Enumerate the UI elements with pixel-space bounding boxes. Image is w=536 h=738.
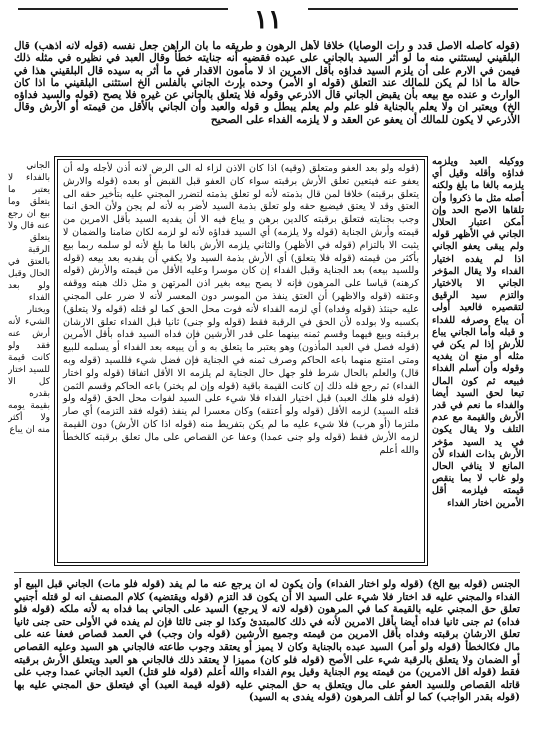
boxed-commentary-text: (قوله ولو بعد العفو ومتعلق (وقيه) اذا كان الاذن لزاء له الى الرض لانه أذن لأجله وله أن يعفو عنه فيتعين تعلق الأرش برقبته سواء كان العفو قبل القبض أو بعده (قوله والارش يتعلق برقبته) خلافا لمن قال بذمته لأنه لو تعلق بذمته لتضرر المجني عليه بتأخير حقه الى العتق وقد لا يعتق فيضيع حقه ولو تعلق بذمة السيد لأضر به لأنه لم يجن ولأن الحق انما وجب بجنايته فتعلق برقبته كالدين برهن و يباع فيه الا أن يفديه السيد بأقل الامرين من قيمته وأرش الجناية (قوله ولا يلزمه) أي السيد فداؤه لأنه لو لزمه لكان ضامنا والضمان لا يثبت الا بالتزام (قوله في الأظهر) والثاني يلزمه الأرش بالغا ما بلغ لأنه لو سلمه ربما بيع بأكثر من قيمته (قوله فلا يتعلق) أي الأرش بذمة السيد ولا يكفي أن يفديه بعد بيعه (قوله وللسيد بيعه) بعد الجناية وقبل الفداء إن كان موسرا وعليه الأقل من قيمته والأرش (قوله كرهنه) قياسا على المرهون فإنه لا يصح بيعه بغير اذن المرتهن و مثل ذلك هبته ووقفه وعتقه (قوله والاظهر) أن العتق ينفذ من الموسر دون المعسر لأنه لا ضرر على المجني عليه حينئذ (قوله وفداه) أي لزمه الفداء لأنه فوت محل الحق كما لو قتله (قوله ولا يتعلق) بكسبه ولا بولده لأن الحق في الرقبة فقط (قوله ولو جنى) ثانيا قبل الفداء تعلق الارشان برقبته وبيع فيهما وقسم ثمنه بينهما على قدر الأرشين فإن فداه السيد فداه بأقل الأمرين (قوله فصل في العبد المأذون) وهو يعتبر ما يتعلق به و أن يبيعه بعد الفداء أو يسلمه للبيع ومتى امتنع منهما باعه الحاكم وصرف ثمنه في الجناية فإن فضل شيء فللسيد (قوله وبه قال) والعلم بالحال شرط فلو جهل حال الجناية لم يلزمه الا الأقل اتفاقا (قوله ولو اختار الفداء) ثم رجع فله ذلك إن كانت القيمة باقية (قوله وإن لم يختر) باعه الحاكم وقسم الثمن (قوله فلو هلك العبد) قبل اختيار الفداء فلا شيء على السيد لفوات محل الحق (قوله ولو قتله السيد) لزمه الأقل (قوله ولو أعتقه) وكان معسرا لم ينفذ (قوله فقد التزمه) أي صار ملتزما (أو هرب) فلا شيء عليه ما لم يكن بتفريط منه (قوله اذا كان الأرش) دون القيمة لزمه الأرش فقط (قوله ولو جنى عمدا) وعفا عن القصاص على مال تعلق برقبته كالخطأ والله أعلم [57,159,425,563]
header-rule-right [308,8,518,10]
header-rule-left [18,8,228,10]
section-divider [14,572,520,573]
commentary-frame [54,156,428,566]
left-margin-commentary: الجاني بالفداء لا يعتبر ما يتعلق وما بيع ان رجع عنه قال ولا يتعلق الرقبة بالعتق في الحال وقبل ولو بعد الفداء ويختار الشيء لأنه أرش عنه فقد ولو كانت قيمة للسيد اختار كل الا بقدره بقيمة يومه ولا أكثر منه ان يباع [8,161,50,435]
main-text-block: (قوله كأصله الاصل قدد و رات الوصايا) خلافا لأهل الرهون و طريقه ما بان الراهن جعل نفسه (قوله لانه اذهب) قال البلقيني ليستثني منه ما لو أثر السيد بالجاني على عبده فقضيه أنه جنايته خطأ وقال العبد في نظيره في مثله ذلك فيمن في الارم على أن يلزم السيد فداؤه بأقل الامرين اذ لا مأمون الاقدار في ما أثر به سيده قال البلقيني هذا في حالة ما اذا لم يكن للمالك عند التعلق (قوله او الأمر) وحده بإرث الجاني بالفلس الخ استثنى البلقيني ما اذا كان الوارث و عنده مع بيعه بأن يقبض الجاني قال الاذرعي وقوله فلا يتعلق بالجاني عن غيره فلا يصح (قوله والسيد فداؤه الخ) ويعتبر ان ولا يعلم بالجناية فلو علم ولم يعلم يبطل و قوله والعبد وأن الجاني بالأقل من قيمته أو الأرش وقال الأذرعي لا يكون للمالك أن يعفو عن العقد و لا يلزمه الفداء على الصحيح [14,40,520,126]
page-folio: ١١ [254,5,282,35]
bottom-text-block: الجنس (قوله بيع الخ) (قوله ولو اختار الفداء) وأن يكون له ان يرجع عنه ما لم يفد (قوله فلو مات) الجاني قبل البيع أو الفداء والمجني عليه قد اختار فلا شيء على السيد الا أن يكون قد التزم (قوله ويقتضيه) كلام المصنف انه لو قتله أجنبي تعلق حق المجني عليه بالقيمة كما في المرهون (قوله لانه لا يرجع) السيد على الجاني بما فداه به لأنه ملكه (قوله فلو فداه) ثم جنى ثانيا فداه أيضا بأقل الامرين لأنه في ذلك كالمبتدئ وكذا لو جنى ثالثا فإن لم يفده في الأولى حتى جنى ثانيا تعلق الارشان برقبته وفداه بأقل الامرين من قيمته وجميع الأرشين (قوله وان وجب) في العمد قصاص فعفا عنه على مال فكالخطأ (قوله ولو أمر) السيد عبده بالجناية وكان لا يميز أو يعتقد وجوب طاعته فالجاني هو السيد وعليه القصاص أو الضمان ولا يتعلق بالرقبة شيء على الأصح (قوله فلو كان) مميزا لا يعتقد ذلك فالجاني هو العبد ويتعلق الأرش برقبته فقط (قوله اقل الامرين) من قيمته يوم الجناية وقيل يوم الفداء والله أعلم (قوله فلو قتل) العبد الجاني عمدا وجب على قاتله القصاص وللسيد العفو على مال ويتعلق به حق المجني عليه (قوله قيمة العبد) أي فيتعلق حق المجني عليه بها (قوله بقدر الواجب) كما لو أتلف المرهون (قوله يفدى به السيد) [14,578,520,704]
right-margin-commentary: ووكيله العبد ويلزمه فداؤه وأقله وقيل أي يلزمه بالغا ما بلغ ولكنه أصله مثل ما ذكروا وأن تلقاها الاصح الحد وإن أمكن اعتبار الحلال الجاني في الأظهر قوله ولم يبقى يعفو الجاني اذا لم يفده اختيار الفداء ولا يقال المؤخر الجاني الا بالاختيار والتزم سيد الرقيق لتقصيره فالعبد أولى أن يباع وصرفه للفداء و قبله وأما الجاني يباع للأرش إذا لم يكن في مثله أو منع ان يفديه وقوله وأن أسلم الفداء فبيعه ثم كون المال تبعا لحق السيد أيضا والفداء ما نعم في قدر الأرش والقيمة مع عدم التلف ولا يقال يكون في يد السيد مؤخر الأرش بذات الفداء لأن المانع لا ينافي الحال ولو غاب لا بما ينقص قيمته فيلزمه أقل الأمرين اختار الفداء [432,156,524,509]
